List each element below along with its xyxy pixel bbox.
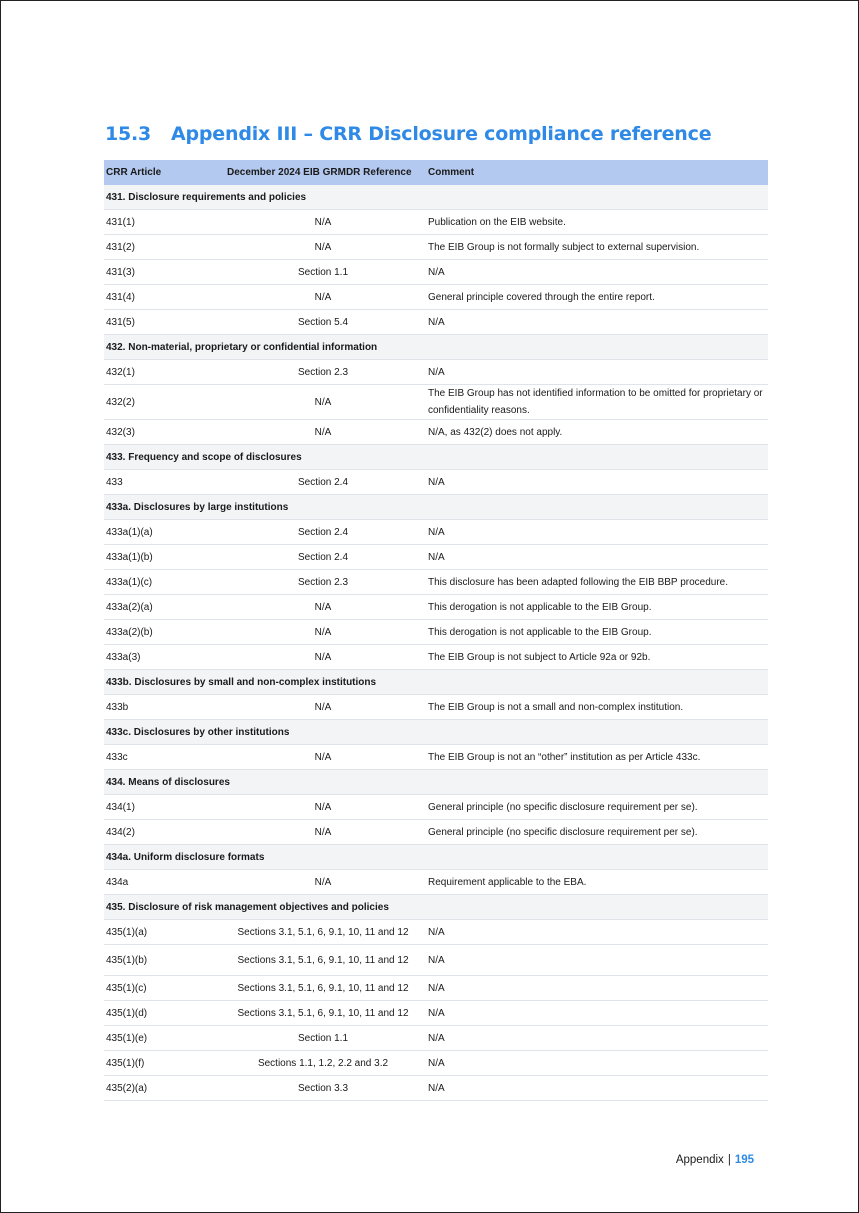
footer-separator: | <box>727 1154 731 1166</box>
table-row <box>104 745 768 770</box>
table-row <box>104 470 768 495</box>
reference-cell: N/A <box>225 210 421 235</box>
section-label: 434a. Uniform disclosure formats <box>104 845 768 870</box>
table-header-row <box>104 160 768 185</box>
section-number: 15.3 <box>105 123 152 145</box>
comment-cell: Requirement applicable to the EBA. <box>421 870 768 895</box>
article-cell: 432(3) <box>104 420 225 445</box>
article-cell: 433a(2)(a) <box>104 595 225 620</box>
comment-cell: The EIB Group is not subject to Article 92a or 92b. <box>421 645 768 670</box>
comment-cell: N/A <box>421 1051 768 1076</box>
reference-cell: Section 2.4 <box>225 470 421 495</box>
comment-cell: N/A <box>421 470 768 495</box>
article-cell: 433a(3) <box>104 645 225 670</box>
reference-cell: Section 2.4 <box>225 545 421 570</box>
article-cell: 433b <box>104 695 225 720</box>
reference-cell: Sections 3.1, 5.1, 6, 9.1, 10, 11 and 12 <box>225 920 421 945</box>
comment-cell: The EIB Group is not formally subject to external supervision. <box>421 235 768 260</box>
reference-cell: N/A <box>225 795 421 820</box>
article-cell: 435(1)(d) <box>104 1001 225 1026</box>
table-row <box>104 235 768 260</box>
reference-cell: N/A <box>225 385 421 420</box>
page-title <box>105 123 711 145</box>
reference-cell: N/A <box>225 645 421 670</box>
comment-cell: N/A <box>421 545 768 570</box>
reference-cell: N/A <box>225 820 421 845</box>
table-row <box>104 645 768 670</box>
article-cell: 435(2)(a) <box>104 1076 225 1101</box>
table-row <box>104 1076 768 1101</box>
comment-cell: N/A <box>421 260 768 285</box>
article-cell: 435(1)(b) <box>104 945 225 976</box>
article-cell: 434(1) <box>104 795 225 820</box>
article-cell: 435(1)(a) <box>104 920 225 945</box>
reference-cell: Section 2.3 <box>225 570 421 595</box>
article-cell: 434(2) <box>104 820 225 845</box>
article-cell: 431(1) <box>104 210 225 235</box>
table-row <box>104 285 768 310</box>
section-label: 431. Disclosure requirements and policies <box>104 185 768 210</box>
article-cell: 431(4) <box>104 285 225 310</box>
reference-cell: Section 1.1 <box>225 260 421 285</box>
comment-cell: General principle covered through the entire report. <box>421 285 768 310</box>
reference-cell: Sections 3.1, 5.1, 6, 9.1, 10, 11 and 12 <box>225 976 421 1001</box>
article-cell: 433a(1)(a) <box>104 520 225 545</box>
header-crr-article: CRR Article <box>104 160 225 185</box>
reference-cell: N/A <box>225 745 421 770</box>
comment-cell: The EIB Group is not an “other” institution as per Article 433c. <box>421 745 768 770</box>
reference-cell: Section 2.3 <box>225 360 421 385</box>
section-label: 433a. Disclosures by large institutions <box>104 495 768 520</box>
comment-cell: N/A <box>421 1076 768 1101</box>
reference-cell: N/A <box>225 595 421 620</box>
reference-cell: N/A <box>225 235 421 260</box>
reference-cell: N/A <box>225 420 421 445</box>
comment-cell: N/A <box>421 976 768 1001</box>
article-cell: 433c <box>104 745 225 770</box>
reference-cell: N/A <box>225 620 421 645</box>
page-footer <box>676 1154 754 1166</box>
table-row <box>104 620 768 645</box>
reference-cell: Sections 1.1, 1.2, 2.2 and 3.2 <box>225 1051 421 1076</box>
table-body <box>104 185 768 1101</box>
section-row <box>104 445 768 470</box>
table-row <box>104 695 768 720</box>
article-cell: 433a(1)(b) <box>104 545 225 570</box>
header-comment: Comment <box>421 160 768 185</box>
section-row <box>104 720 768 745</box>
section-label: 435. Disclosure of risk management objectives and policies <box>104 895 768 920</box>
comment-cell: N/A <box>421 945 768 976</box>
table-row <box>104 795 768 820</box>
comment-cell: N/A, as 432(2) does not apply. <box>421 420 768 445</box>
comment-cell: N/A <box>421 1026 768 1051</box>
comment-cell: This derogation is not applicable to the EIB Group. <box>421 595 768 620</box>
table-row <box>104 945 768 976</box>
article-cell: 432(1) <box>104 360 225 385</box>
table-row <box>104 976 768 1001</box>
article-cell: 431(2) <box>104 235 225 260</box>
table-row <box>104 1026 768 1051</box>
section-row <box>104 495 768 520</box>
comment-cell: Publication on the EIB website. <box>421 210 768 235</box>
comment-cell: N/A <box>421 920 768 945</box>
article-cell: 435(1)(f) <box>104 1051 225 1076</box>
table-row <box>104 310 768 335</box>
table-row <box>104 420 768 445</box>
article-cell: 433a(1)(c) <box>104 570 225 595</box>
comment-cell: The EIB Group has not identified information to be omitted for proprietary or confidentiality reasons. <box>421 385 768 420</box>
comment-cell: This disclosure has been adapted following the EIB BBP procedure. <box>421 570 768 595</box>
comment-cell: The EIB Group is not a small and non-complex institution. <box>421 695 768 720</box>
table-row <box>104 1001 768 1026</box>
reference-cell: Section 2.4 <box>225 520 421 545</box>
section-row <box>104 770 768 795</box>
table-row <box>104 210 768 235</box>
section-row <box>104 335 768 360</box>
section-row <box>104 185 768 210</box>
article-cell: 435(1)(c) <box>104 976 225 1001</box>
article-cell: 433a(2)(b) <box>104 620 225 645</box>
comment-cell: This derogation is not applicable to the EIB Group. <box>421 620 768 645</box>
section-label: 432. Non-material, proprietary or confidential information <box>104 335 768 360</box>
table-row <box>104 360 768 385</box>
table-row <box>104 870 768 895</box>
table-row <box>104 570 768 595</box>
article-cell: 432(2) <box>104 385 225 420</box>
article-cell: 433 <box>104 470 225 495</box>
article-cell: 431(5) <box>104 310 225 335</box>
reference-cell: N/A <box>225 870 421 895</box>
footer-label: Appendix <box>675 1154 724 1166</box>
section-row <box>104 845 768 870</box>
page-number: 195 <box>734 1154 754 1166</box>
reference-cell: N/A <box>225 285 421 310</box>
section-label: 433. Frequency and scope of disclosures <box>104 445 768 470</box>
table-row <box>104 385 768 420</box>
section-title: Appendix III – CRR Disclosure compliance reference <box>171 123 712 145</box>
header-reference: December 2024 EIB GRMDR Reference <box>225 160 421 185</box>
section-label: 433c. Disclosures by other institutions <box>104 720 768 745</box>
reference-cell: Section 5.4 <box>225 310 421 335</box>
table-row <box>104 260 768 285</box>
comment-cell: N/A <box>421 520 768 545</box>
section-label: 433b. Disclosures by small and non-complex institutions <box>104 670 768 695</box>
reference-cell: Section 1.1 <box>225 1026 421 1051</box>
compliance-reference-table <box>104 160 768 1101</box>
reference-cell: N/A <box>225 695 421 720</box>
section-label: 434. Means of disclosures <box>104 770 768 795</box>
comment-cell: N/A <box>421 310 768 335</box>
table-row <box>104 820 768 845</box>
table-row <box>104 920 768 945</box>
article-cell: 435(1)(e) <box>104 1026 225 1051</box>
reference-cell: Sections 3.1, 5.1, 6, 9.1, 10, 11 and 12 <box>225 945 421 976</box>
section-row <box>104 895 768 920</box>
comment-cell: N/A <box>421 360 768 385</box>
table-row <box>104 1051 768 1076</box>
table-row <box>104 545 768 570</box>
comment-cell: General principle (no specific disclosure requirement per se). <box>421 820 768 845</box>
article-cell: 431(3) <box>104 260 225 285</box>
section-row <box>104 670 768 695</box>
reference-cell: Sections 3.1, 5.1, 6, 9.1, 10, 11 and 12 <box>225 1001 421 1026</box>
table-row <box>104 520 768 545</box>
comment-cell: General principle (no specific disclosure requirement per se). <box>421 795 768 820</box>
table-row <box>104 595 768 620</box>
reference-cell: Section 3.3 <box>225 1076 421 1101</box>
article-cell: 434a <box>104 870 225 895</box>
comment-cell: N/A <box>421 1001 768 1026</box>
